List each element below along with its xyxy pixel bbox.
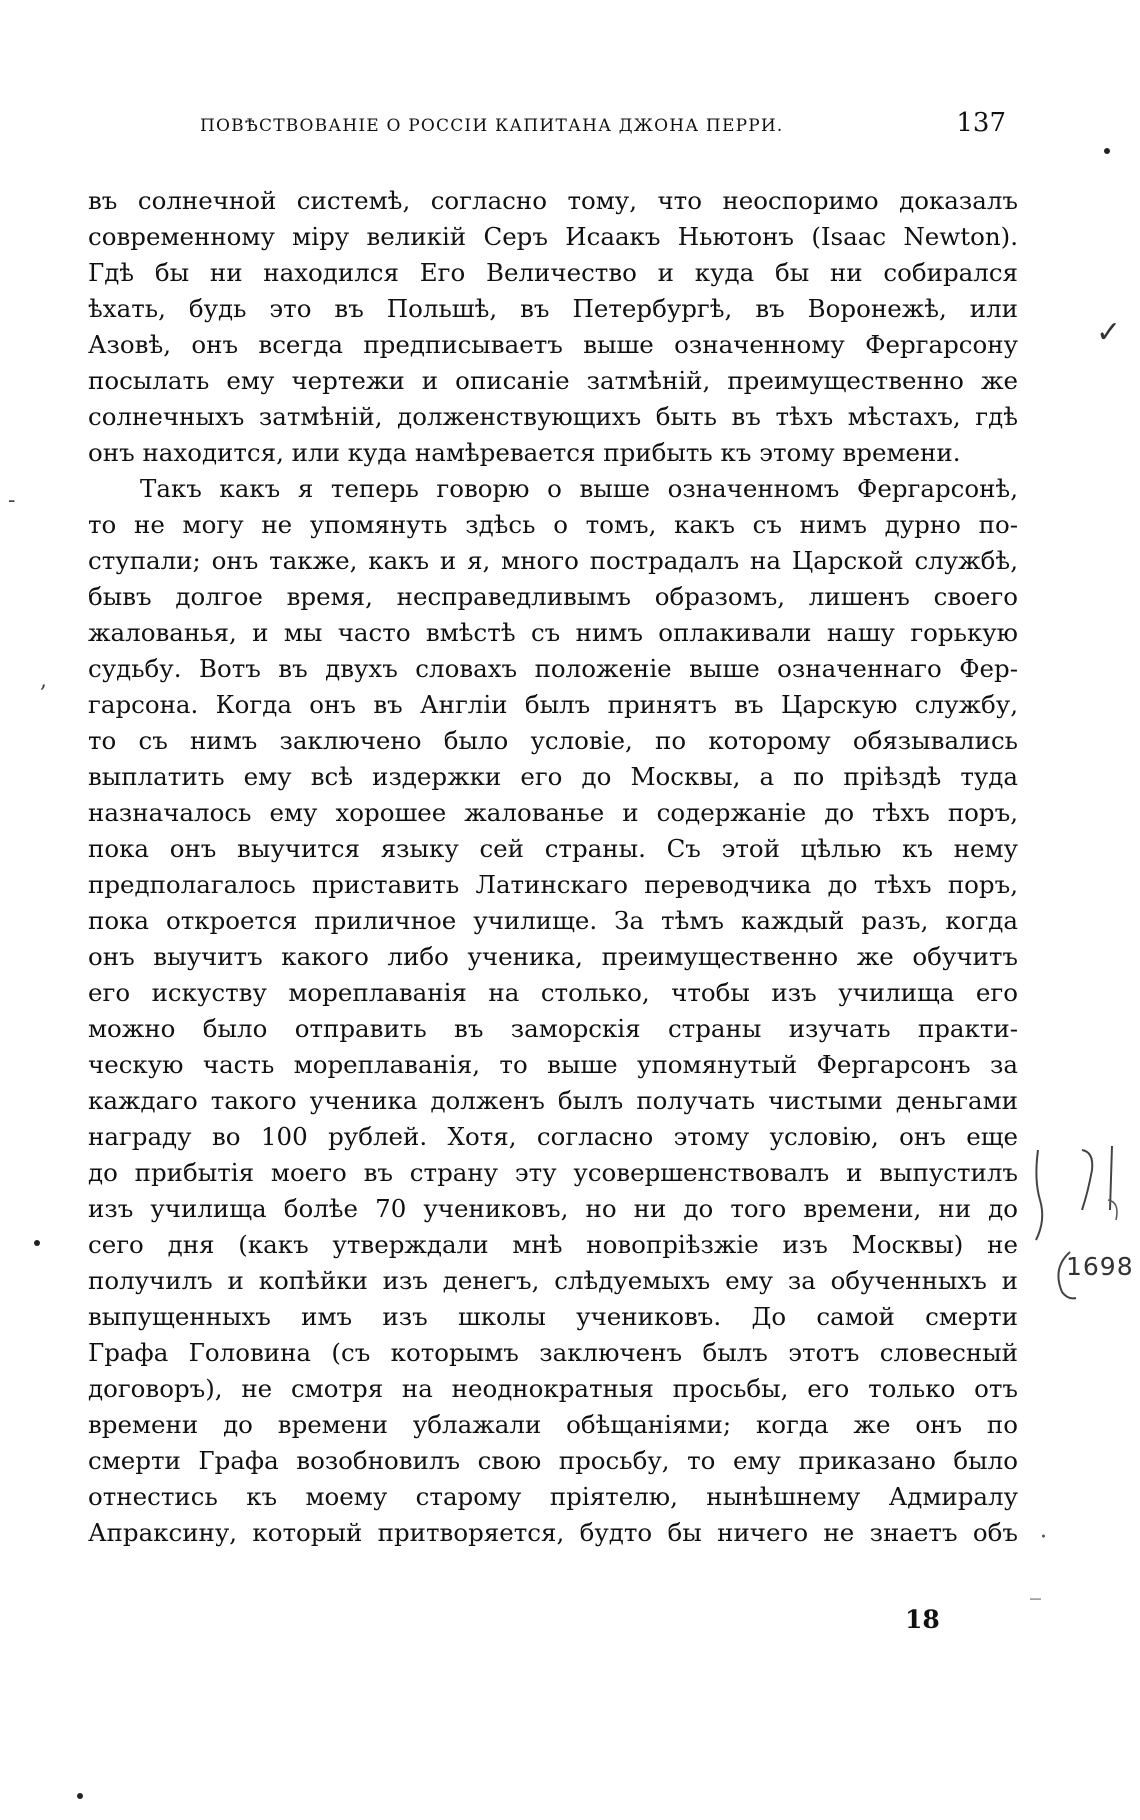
text-line: Азовѣ, онъ всегда предписываетъ выше означенному Фергарсону xyxy=(88,330,1018,359)
text-line: Гдѣ бы ни находился Его Величество и куда бы ни собирался xyxy=(88,258,1018,287)
margin-dot-icon xyxy=(34,1240,40,1246)
text-line: гарсона. Когда онъ въ Англіи былъ принятъ въ Царскую службу, xyxy=(88,690,1018,719)
text-line: отнестись къ моему старому пріятелю, нынѣшнему Адмиралу xyxy=(88,1482,1018,1511)
text-line: судьбу. Вотъ въ двухъ словахъ положеніе выше означеннаго Фер- xyxy=(88,654,1018,683)
text-line: его искуству мореплаванія на столько, чтобы изъ училища его xyxy=(88,978,1018,1007)
margin-dash-icon: - xyxy=(8,488,16,513)
text-line: онъ выучитъ какого либо ученика, преимущественно же обучитъ xyxy=(88,942,1018,971)
text-line: ѣхать, будь это въ Польшѣ, въ Петербургѣ, въ Воронежѣ, или xyxy=(88,294,1018,323)
running-title: ПОВѢСТВОВАНІЕ О РОССІИ КАПИТАНА ДЖОНА ПЕРРИ. xyxy=(200,116,784,136)
text-line: выплатить ему всѣ издержки его до Москвы, а по пріѣздѣ туда xyxy=(88,762,1018,791)
text-line: получилъ и копѣйки изъ денегъ, слѣдуемыхъ ему за обученныхъ и xyxy=(88,1266,1018,1295)
margin-dot-icon xyxy=(77,1793,83,1799)
pencil-marginal-note xyxy=(1030,1140,1140,1320)
text-line: договоръ), не смотря на неоднократныя просьбы, его только отъ xyxy=(88,1374,1018,1403)
text-line: каждаго такого ученика долженъ былъ получать чистыми деньгами xyxy=(88,1086,1018,1115)
check-mark-icon: ✓ xyxy=(1096,315,1122,350)
text-line: назначалось ему хорошее жалованье и содержаніе до тѣхъ поръ, xyxy=(88,798,1018,827)
text-line: сего дня (какъ утверждали мнѣ новопріѣзжіе изъ Москвы) не xyxy=(88,1230,1018,1259)
text-line: можно было отправить въ заморскія страны изучать практи- xyxy=(88,1014,1018,1043)
text-line: времени до времени ублажали обѣщаніями; когда же онъ по xyxy=(88,1410,1018,1439)
text-line: награду во 100 рублей. Хотя, согласно этому условію, онъ еще xyxy=(88,1122,1018,1151)
text-line: бывъ долгое время, несправедливымъ образомъ, лишенъ своего xyxy=(88,582,1018,611)
margin-tick-icon: , xyxy=(40,668,47,693)
text-line: то съ нимъ заключено было условіе, по которому обязывались xyxy=(88,726,1018,755)
text-line: до прибытія моего въ страну эту усовершенствовалъ и выпустилъ xyxy=(88,1158,1018,1187)
text-line: жалованья, и мы часто вмѣстѣ съ нимъ оплакивали нашу горькую xyxy=(88,618,1018,647)
text-line: пока откроется приличное училище. За тѣмъ каждый разъ, когда xyxy=(88,906,1018,935)
margin-dash-icon: _ xyxy=(1030,1575,1041,1600)
text-line: ступали; онъ также, какъ и я, много пострадалъ на Царской службѣ, xyxy=(88,546,1018,575)
margin-dot-icon: · xyxy=(1040,1525,1047,1550)
text-line: изъ училища болѣе 70 учениковъ, но ни до того времени, ни до xyxy=(88,1194,1018,1223)
text-line: то не могу не упомянуть здѣсь о томъ, какъ съ нимъ дурно по- xyxy=(88,510,1018,539)
text-line: пока онъ выучится языку сей страны. Съ этой цѣлью къ нему xyxy=(88,834,1018,863)
text-line: современному міру великій Серъ Исаакъ Ньютонъ (Isaac Newton). xyxy=(88,222,1018,251)
body-text xyxy=(88,183,1018,1551)
text-line: предполагалось приставить Латинскаго переводчика до тѣхъ поръ, xyxy=(88,870,1018,899)
text-line: Такъ какъ я теперь говорю о выше означенномъ Фергарсонѣ, xyxy=(140,474,1018,503)
text-line: въ солнечной системѣ, согласно тому, что неоспоримо доказалъ xyxy=(88,186,1018,215)
page-number: 137 xyxy=(956,108,1006,138)
pencil-note-year: 1698 xyxy=(1066,1252,1134,1281)
margin-dot-icon xyxy=(1104,148,1110,154)
text-line: Апраксину, который притворяется, будто бы ничего не знаетъ объ xyxy=(88,1518,1018,1547)
signature-mark: 18 xyxy=(905,1605,940,1634)
text-line: смерти Графа возобновилъ свою просьбу, то ему приказано было xyxy=(88,1446,1018,1475)
text-line: Графа Головина (съ которымъ заключенъ былъ этотъ словесный xyxy=(88,1338,1018,1367)
text-line: онъ находится, или куда намѣревается прибыть къ этому времени. xyxy=(88,438,961,467)
running-header xyxy=(200,108,1006,148)
text-line: посылать ему чертежи и описаніе затмѣній, преимущественно же xyxy=(88,366,1018,395)
pencil-bracket-icon xyxy=(1030,1140,1140,1320)
text-line: выпущенныхъ имъ изъ школы учениковъ. До самой смерти xyxy=(88,1302,1018,1331)
text-line: солнечныхъ затмѣній, долженствующихъ быть въ тѣхъ мѣстахъ, гдѣ xyxy=(88,402,1018,431)
text-line: ческую часть мореплаванія, то выше упомянутый Фергарсонъ за xyxy=(88,1050,1018,1079)
